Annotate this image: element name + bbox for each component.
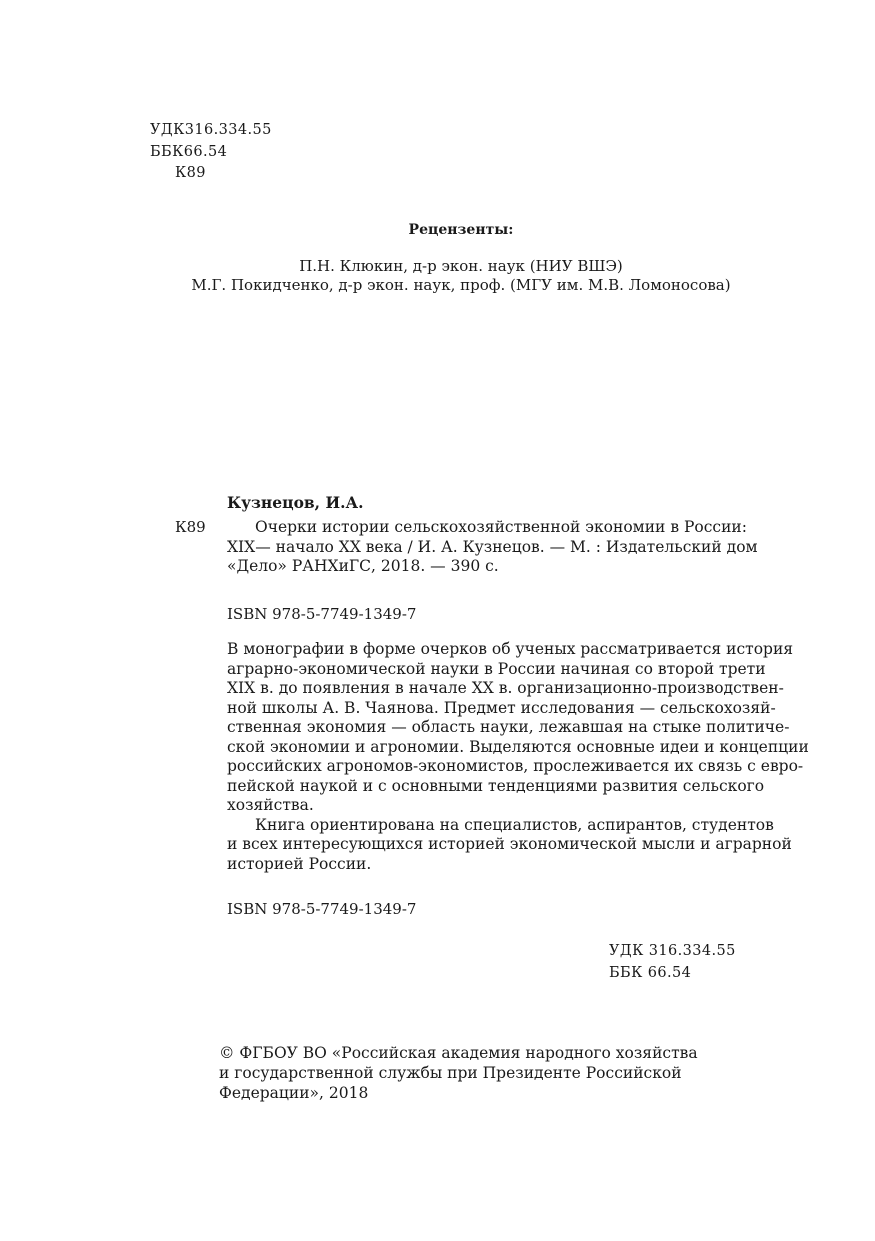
copyright-line: Федерации», 2018 — [219, 1084, 369, 1102]
abstract-line: В монографии в форме очерков об ученых рассматривается история — [227, 640, 794, 658]
reviewers-title: Рецензенты: — [408, 222, 514, 238]
copyright-line: и государственной службы при Президенте Российской — [219, 1064, 682, 1082]
abstract-line: пейской наукой и с основными тенденциями развития сельского — [227, 776, 765, 795]
catalog-author: Кузнецов, И.А. — [227, 493, 364, 512]
abstract-line: аграрно-экономической науки в России начиная со второй трети — [227, 659, 766, 678]
isbn-top: ISBN 978-5-7749-1349-7 — [227, 605, 417, 623]
reviewer-line: П.Н. Клюкин, д-р экон. наук (НИУ ВШЭ) — [299, 257, 623, 275]
copyright — [219, 1043, 698, 1103]
copyright-line: © ФГБОУ ВО «Российская академия народного хозяйства — [219, 1044, 698, 1062]
abstract-line: ской экономии и агрономии. Выделяются основные идеи и концепции — [227, 737, 809, 756]
abstract-line: ственная экономия — область науки, лежавшая на стыке политиче- — [227, 718, 790, 736]
audience-line: историей России. — [227, 854, 372, 873]
catalog-mark: К89 — [175, 518, 206, 536]
audience-line: и всех интересующихся историей экономической мысли и аграрной — [227, 835, 792, 853]
abstract-line: российских агрономов-экономистов, прослеживается их связь с евро- — [227, 757, 804, 775]
abstract-line: XIX в. до появления в начале XX в. организационно-производствен- — [227, 679, 784, 697]
abstract-line: ной школы А. В. Чаянова. Предмет исследования — сельскохозяй- — [227, 698, 776, 717]
catalog-description — [227, 518, 758, 577]
udk-code-top: УДК316.334.55 — [150, 122, 272, 138]
abstract-line: хозяйства. — [227, 796, 314, 814]
author-mark-top: К89 — [175, 165, 206, 181]
catalog-abstract — [227, 640, 809, 874]
description-line: XIX— начало XX века / И. А. Кузнецов. — М. : Издательский дом — [227, 537, 758, 556]
udk-code-bottom: УДК 316.334.55 — [609, 943, 736, 959]
audience-line: Книга ориентирована на специалистов, аспирантов, студентов — [255, 815, 774, 834]
description-line: Очерки истории сельскохозяйственной экономии в России: — [255, 518, 747, 536]
description-line: «Дело» РАНХиГС, 2018. — 390 с. — [227, 557, 499, 575]
bbk-code-bottom: ББК 66.54 — [609, 965, 692, 981]
bbk-code-top: ББК66.54 — [150, 144, 228, 160]
isbn-bottom: ISBN 978-5-7749-1349-7 — [227, 900, 417, 918]
reviewer-line: М.Г. Покидченко, д-р экон. наук, проф. (МГУ им. М.В. Ломоносова) — [191, 276, 731, 294]
